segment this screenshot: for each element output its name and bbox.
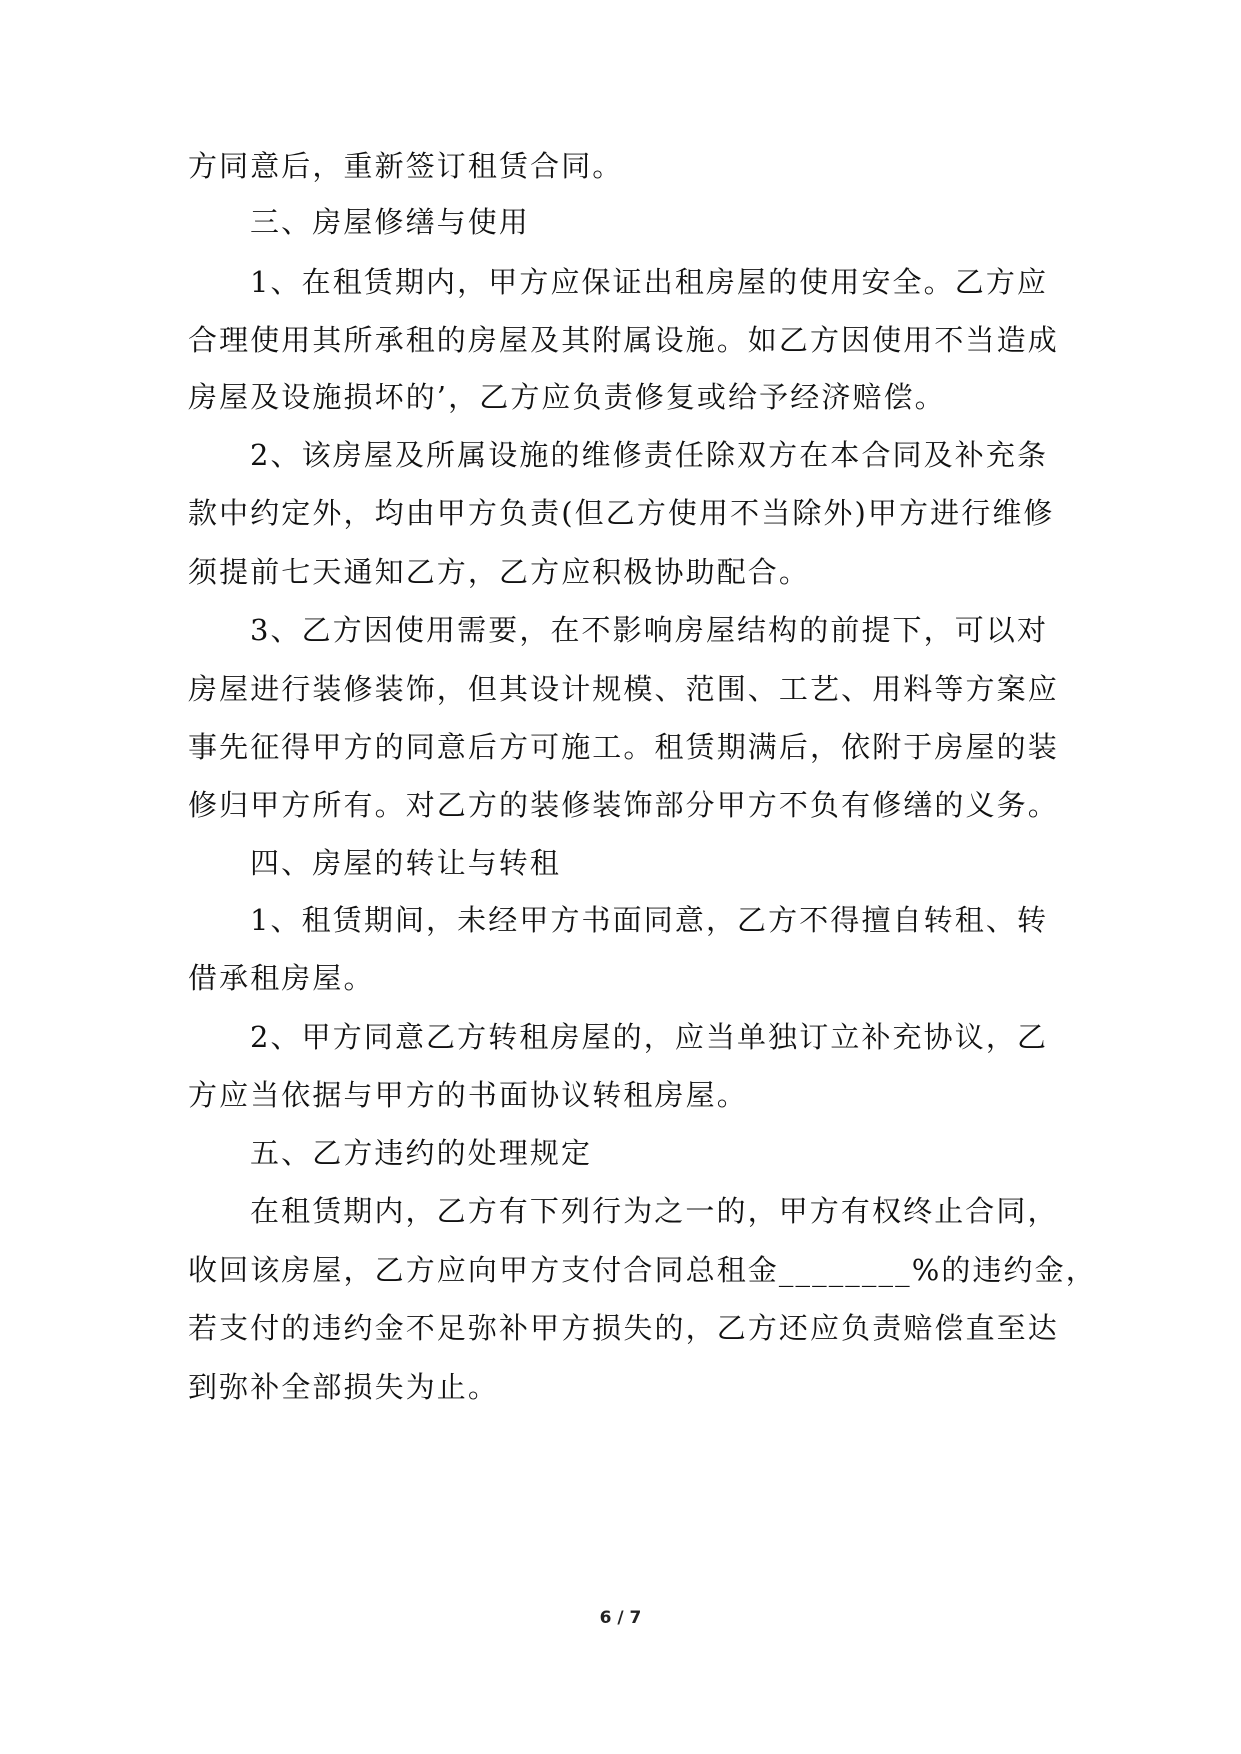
text-line-15: 借承租房屋。 — [188, 961, 375, 995]
text-line-1: 方同意后，重新签订租赁合同。 — [188, 149, 624, 183]
text-line-10: 房屋进行装修装饰，但其设计规模、范围、工艺、用料等方案应 — [188, 672, 1059, 706]
section-heading-3: 三、房屋修缮与使用 — [250, 205, 530, 239]
text-line-17: 方应当依据与甲方的书面协议转租房屋。 — [188, 1078, 748, 1112]
text-line-22: 到弥补全部损失为止。 — [188, 1370, 500, 1404]
page-number: 6 / 7 — [599, 1608, 642, 1628]
text-line-4: 合理使用其所承租的房屋及其附属设施。如乙方因使用不当造成 — [188, 323, 1059, 357]
text-line-5: 房屋及设施损坏的’，乙方应负责修复或给予经济赔偿。 — [188, 380, 946, 414]
text-line-16: 2、甲方同意乙方转租房屋的，应当单独订立补充协议，乙 — [250, 1020, 1049, 1054]
text-line-3: 1、在租赁期内，甲方应保证出租房屋的使用安全。乙方应 — [250, 265, 1049, 299]
text-line-7: 款中约定外，均由甲方负责(但乙方使用不当除外)甲方进行维修 — [188, 496, 1055, 530]
text-line-20: 收回该房屋，乙方应向甲方支付合同总租金________%的违约金， — [188, 1253, 1097, 1287]
text-line-19: 在租赁期内，乙方有下列行为之一的，甲方有权终止合同， — [250, 1194, 1059, 1228]
section-heading-4: 四、房屋的转让与转租 — [250, 846, 562, 880]
text-line-9: 3、乙方因使用需要，在不影响房屋结构的前提下，可以对 — [250, 613, 1049, 647]
text-line-8: 须提前七天通知乙方，乙方应积极协助配合。 — [188, 555, 811, 589]
text-line-11: 事先征得甲方的同意后方可施工。租赁期满后，依附于房屋的装 — [188, 730, 1059, 764]
text-line-21: 若支付的违约金不足弥补甲方损失的，乙方还应负责赔偿直至达 — [188, 1311, 1059, 1345]
text-line-14: 1、租赁期间，未经甲方书面同意，乙方不得擅自转租、转 — [250, 903, 1049, 937]
section-heading-5: 五、乙方违约的处理规定 — [250, 1136, 593, 1170]
text-line-6: 2、该房屋及所属设施的维修责任除双方在本合同及补充条 — [250, 438, 1049, 472]
text-line-12: 修归甲方所有。对乙方的装修装饰部分甲方不负有修缮的义务。 — [188, 788, 1059, 822]
